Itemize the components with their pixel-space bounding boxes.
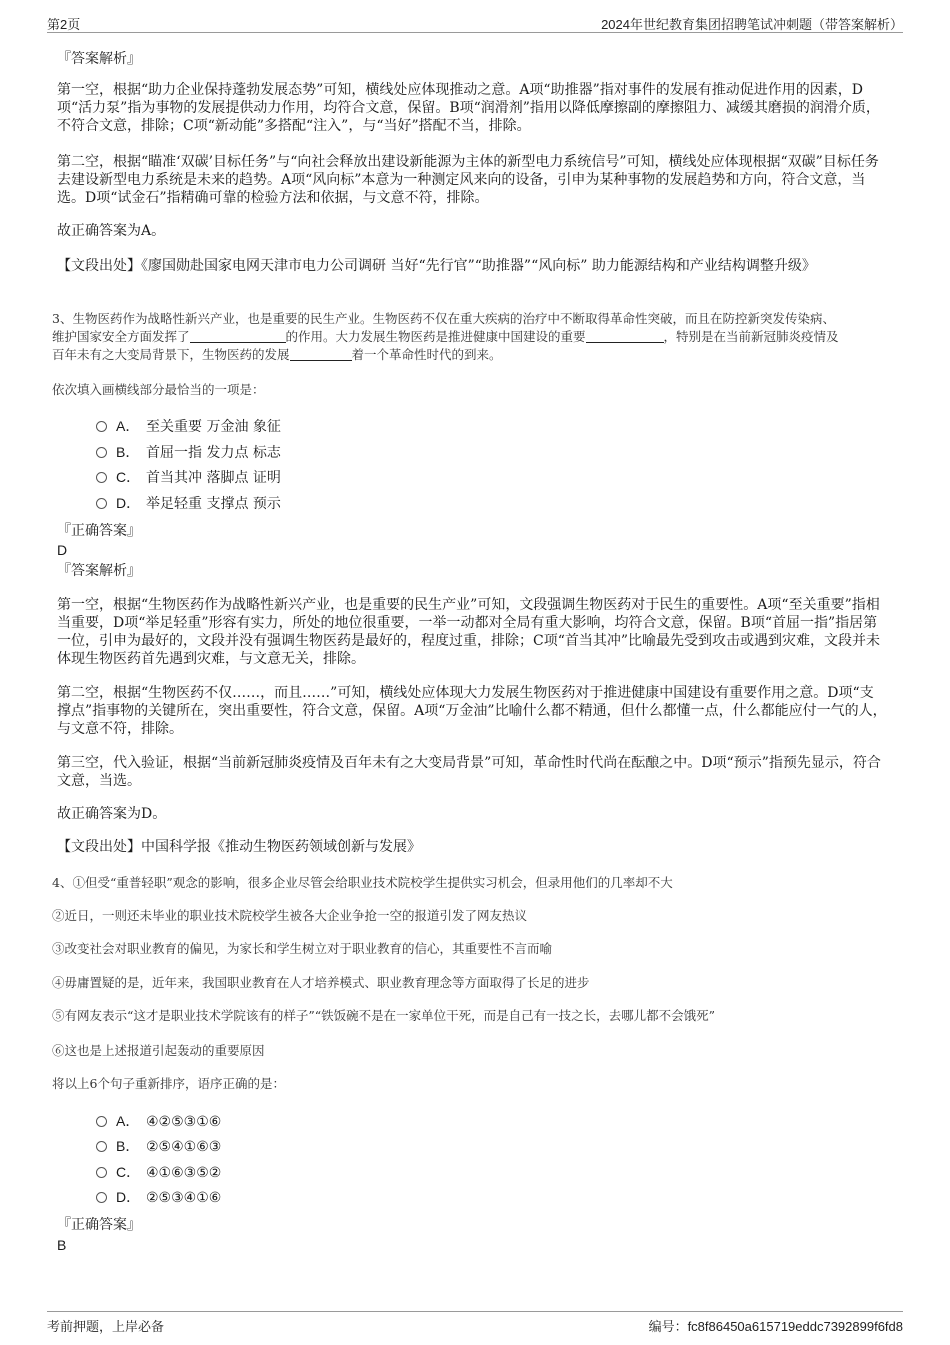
page-footer — [47, 1311, 903, 1334]
q2-analysis-tag: 『答案解析』 — [57, 51, 141, 67]
q3-stem-line3 — [52, 346, 902, 364]
q4-sentence-1: 4、①但受“重普轻职”观念的影响，很多企业尽管会给职业技术院校学生提供实习机会，但录用他们的几率却不大 — [52, 875, 673, 890]
q2-analysis-p2: 第二空，根据“瞄准‘双碳’目标任务”与“向社会释放出建设新能源为主体的新型电力系统信号”可知，横线处应体现根据“双碳”目标任务去建设新型电力系统是未来的趋势。A项“风向标”本意为一种测定风来向的设备，引申为某种事物的发展趋势和方向，符合文意，当选。D项“试金石”指精确可靠的检验方法和依据，与文意不符，排除。 — [57, 154, 879, 206]
radio-icon[interactable] — [96, 498, 107, 509]
q3-option-d[interactable] — [96, 493, 281, 514]
q4-sentence-2: ②近日，一则还未毕业的职业技术院校学生被各大企业争抢一空的报道引发了网友热议 — [52, 908, 528, 923]
q3-correct-answer: D — [57, 542, 68, 558]
blank-2 — [586, 328, 664, 343]
blank-1 — [190, 328, 286, 343]
option-letter: C． — [116, 469, 141, 485]
q3-analysis-p2: 第二空，根据“生物医药不仅……，而且……”可知，横线处应体现大力发展生物医药对于推进健康中国建设有重要作用之意。D项“支撑点”指事物的关键所在，突出重要性，符合文意，保留。A项“万金油”比喻什么都不精通，但什么都懂一点，什么都能应付一气的人，与文意不符，排除。 — [57, 685, 887, 737]
document-title: 2024年世纪教育集团招聘笔试冲刺题（带答案解析） — [601, 17, 903, 32]
blank-3 — [290, 346, 352, 361]
q3-analysis-p1: 第一空，根据“生物医药作为战略性新兴产业，也是重要的民生产业”可知，文段强调生物医药对于民生的重要性。A项“至关重要”指相当重要，D项“举足轻重”形容有实力，所处的地位很重要，一举一动都对全局有重大影响，均符合文意，保留。B项“首屈一指”指居第一位，引申为最好的，文段并没有强调生物医药是最好的，程度过重，排除；C项“首当其冲”比喻最先受到攻击或遇到灾难，文段并未体现生物医药首先遇到灾难，与文意无关，排除。 — [57, 597, 881, 667]
q3-stem-part: ，特别是在当前新冠肺炎疫情及 — [663, 329, 839, 344]
radio-icon[interactable] — [96, 472, 107, 483]
q4-option-a[interactable] — [96, 1111, 221, 1132]
q3-option-a[interactable] — [96, 416, 281, 437]
q3-analysis-p3: 第三空，代入验证，根据“当前新冠肺炎疫情及百年未有之大变局背景”可知，革命性时代尚在酝酿之中。D项“预示”指预先显示，符合文意，当选。 — [57, 755, 881, 789]
option-text: 首当其冲 落脚点 证明 — [146, 470, 281, 486]
option-text: ④②⑤③①⑥ — [146, 1114, 222, 1130]
q4-sentence-4: ④毋庸置疑的是，近年来，我国职业教育在人才培养模式、职业教育理念等方面取得了长足的进步 — [52, 975, 590, 990]
q3-stem-part: 维护国家安全方面发挥了 — [52, 329, 190, 344]
q3-stem-part: 百年未有之大变局背景下，生物医药的发展 — [52, 347, 290, 362]
q3-stem-line1: 3、生物医药作为战略性新兴产业，也是重要的民生产业。生物医药不仅在重大疾病的治疗中不断取得革命性突破，而且在防控新突发传染病、 — [52, 311, 835, 326]
page-number: 第2页 — [47, 17, 81, 32]
q4-correct-tag: 『正确答案』 — [57, 1217, 141, 1233]
option-text: 首屈一指 发力点 标志 — [146, 445, 281, 461]
option-text: ④①⑥③⑤② — [146, 1165, 222, 1181]
q4-sentence-3: ③改变社会对职业教育的偏见，为家长和学生树立对于职业教育的信心，其重要性不言而喻 — [52, 941, 553, 956]
q3-conclusion: 故正确答案为D。 — [57, 806, 167, 822]
radio-icon[interactable] — [96, 1192, 107, 1203]
option-letter: D． — [116, 1189, 141, 1205]
q3-option-c[interactable] — [96, 467, 281, 488]
option-letter: A． — [116, 418, 140, 434]
q4-prompt: 将以上6个句子重新排序，语序正确的是： — [52, 1076, 285, 1091]
q4-sentence-6: ⑥这也是上述报道引起轰动的重要原因 — [52, 1043, 265, 1058]
radio-icon[interactable] — [96, 447, 107, 458]
q2-conclusion: 故正确答案为A。 — [57, 223, 166, 239]
option-letter: B． — [116, 444, 140, 460]
option-text: ②⑤④①⑥③ — [146, 1139, 222, 1155]
q4-sentence-5: ⑤有网友表示“这才是职业技术学院该有的样子”“铁饭碗不是在一家单位干死，而是自己有一技之长，去哪儿都不会饿死” — [52, 1008, 716, 1023]
option-letter: D． — [116, 495, 141, 511]
radio-icon[interactable] — [96, 421, 107, 432]
q4-correct-answer: B — [57, 1237, 67, 1253]
option-text: 举足轻重 支撑点 预示 — [146, 496, 281, 512]
q3-correct-tag: 『正确答案』 — [57, 523, 141, 539]
option-letter: A． — [116, 1113, 140, 1129]
q4-option-b[interactable] — [96, 1136, 221, 1157]
radio-icon[interactable] — [96, 1141, 107, 1152]
q3-stem-part: 的作用。大力发展生物医药是推进健康中国建设的重要 — [285, 329, 586, 344]
option-letter: B． — [116, 1138, 140, 1154]
q2-source: 【文段出处】《廖国勋赴国家电网天津市电力公司调研 当好“先行官”“助推器”“风向标” 助力能源结构和产业结构调整升级》 — [57, 258, 816, 274]
q3-stem-line2 — [52, 328, 902, 346]
q3-stem — [52, 310, 902, 364]
q3-prompt: 依次填入画横线部分最恰当的一项是： — [52, 382, 265, 397]
q4-option-d[interactable] — [96, 1187, 221, 1208]
q3-option-b[interactable] — [96, 442, 281, 463]
page-header — [47, 12, 903, 33]
option-letter: C． — [116, 1164, 141, 1180]
q2-analysis-p1: 第一空，根据“助力企业保持蓬勃发展态势”可知，横线处应体现推动之意。A项“助推器”指对事件的发展有推动促进作用的因素，D项“活力泵”指为事物的发展提供动力作用，均符合文意，保留。B项“润滑剂”指用以降低摩擦副的摩擦阻力、减缓其磨损的润滑介质，不符合文意，排除；C项“新动能”多搭配“注入”，与“当好”搭配不当，排除。 — [57, 82, 880, 134]
q4-option-c[interactable] — [96, 1162, 221, 1183]
document-id: 编号：fc8f86450a615719eddc7392899f6fd8 — [648, 1319, 903, 1334]
footer-slogan: 考前押题，上岸必备 — [47, 1319, 165, 1334]
radio-icon[interactable] — [96, 1116, 107, 1127]
q3-source: 【文段出处】中国科学报《推动生物医药领域创新与发展》 — [57, 839, 421, 855]
option-text: ②⑤③④①⑥ — [146, 1190, 222, 1206]
option-text: 至关重要 万金油 象征 — [146, 419, 281, 435]
radio-icon[interactable] — [96, 1167, 107, 1178]
q3-analysis-tag: 『答案解析』 — [57, 563, 141, 579]
q3-stem-part: 着一个革命性时代的到来。 — [351, 347, 502, 362]
